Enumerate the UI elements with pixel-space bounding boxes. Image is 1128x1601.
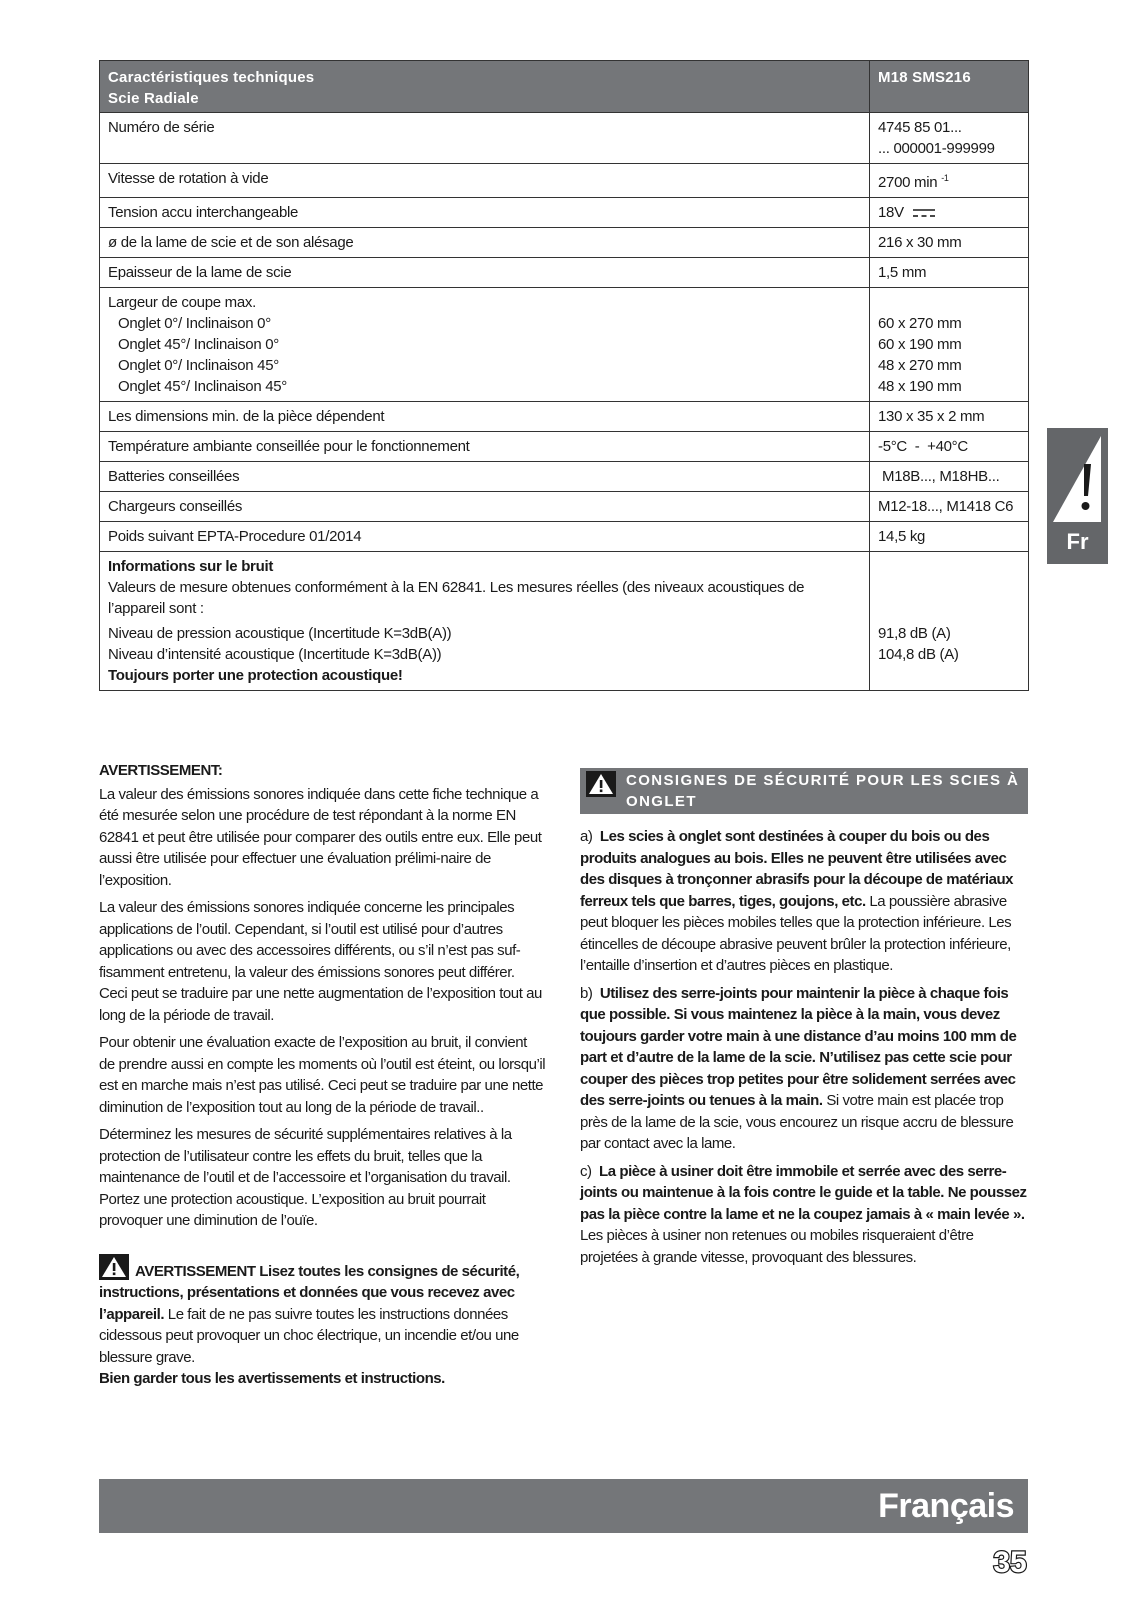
- spec-label: Les dimensions min. de la pièce dépendent: [100, 402, 870, 432]
- item-rest: Les pièces à usiner non retenues ou mobiles risqueraient d’être projetées à grande vitesse, provoquant des blessures.: [580, 1227, 974, 1266]
- header-title-cell: [100, 61, 870, 113]
- spec-value: [870, 164, 1029, 198]
- paragraph: Déterminez les mesures de sécurité supplémentaires relatives à la protection de l’utilisateur contre les effets du bruit, telles que la maintenance de l’outil et de l’accessoire et l’organisation du travail. Portez une protection acoustique. L’exposition au bruit pourrait provoquer une diminution de l’ouïe.: [99, 1126, 512, 1229]
- item-letter: c): [580, 1162, 592, 1180]
- keep-instructions: Bien garder tous les avertissements et instructions.: [99, 1370, 445, 1387]
- cut-row-value: 60 x 270 mm: [878, 315, 962, 332]
- language-side-tab: [1047, 428, 1108, 564]
- table-row: [100, 198, 1029, 228]
- voltage-value: 18V: [878, 204, 904, 221]
- paragraph: La valeur des émissions sonores indiquée concerne les principales applications de l’outil. Cependant, si l’outil est utilisé pour d’autres applications ou avec des accessoires différents, ou s’il n’est pas suf-fisamment entretenu, la valeur des émissions sonores peut différer. Ceci peut se traduire par une nette augmentation de l’exposition tout au long de la période de travail.: [99, 899, 542, 1024]
- noise-title: Informations sur le bruit: [108, 558, 274, 575]
- warning-icon: [99, 1254, 129, 1280]
- spec-value: M12-18..., M1418 C6: [870, 492, 1029, 522]
- serial-value-2: ... 000001-999999: [878, 140, 995, 157]
- consignes-header: [580, 768, 1028, 814]
- safety-item: [580, 826, 1028, 977]
- spec-label: Tension accu interchangeable: [100, 198, 870, 228]
- warning-icon: [586, 771, 616, 797]
- table-row: [100, 522, 1029, 552]
- table-row: [100, 402, 1029, 432]
- table-row: [100, 492, 1029, 522]
- protection-text: Toujours porter une protection acoustique!: [108, 667, 403, 684]
- spec-value: 14,5 kg: [870, 522, 1029, 552]
- spec-label: Vitesse de rotation à vide: [100, 164, 870, 198]
- table-row: [100, 228, 1029, 258]
- item-rest: La poussière abrasive peut bloquer les pièces mobiles telles que la protection inférieure. Les étincelles de découpe abrasive peuvent brûler la protection inférieure, l’entaille d’insertion et d’autres pièces en plastique.: [580, 892, 1012, 974]
- language-code: Fr: [1066, 529, 1089, 554]
- cut-row-value: 60 x 190 mm: [878, 336, 962, 353]
- table-header-row: [100, 61, 1029, 113]
- spec-value: [870, 198, 1029, 228]
- table-row: [100, 462, 1029, 492]
- cut-row-value: 48 x 270 mm: [878, 357, 962, 374]
- warning-rest-text: Le fait de ne pas suivre toutes les instructions données cidessous peut provoquer un choc électrique, un incendie et/ou une blessure grave.: [99, 1305, 519, 1366]
- avertissement-heading: AVERTISSEMENT:: [99, 762, 223, 779]
- spec-value: 130 x 35 x 2 mm: [870, 402, 1029, 432]
- cut-row-label: Onglet 0°/ Inclinaison 0°: [118, 315, 271, 332]
- paragraph: Pour obtenir une évaluation exacte de l’exposition au bruit, il convient de prendre aussi en compte les moments où l’outil est éteint, ou lorsqu’il est en marche mais n’est pas utilisé. Ceci peut se traduire par une nette diminution de l’exposition tout au long de la période de travail..: [99, 1034, 546, 1116]
- warning-bold-text: AVERTISSEMENT Lisez toutes les consignes de sécurité, instructions, présentations et données que vous recevez avec l’appareil.: [99, 1262, 520, 1323]
- table-row: [100, 552, 1029, 691]
- spec-value: 1,5 mm: [870, 258, 1029, 288]
- intensity-value: 104,8 dB (A): [878, 646, 959, 663]
- pressure-label: Niveau de pression acoustique (Incertitude K=3dB(A)): [108, 625, 452, 642]
- noise-values-cell: [870, 552, 1029, 691]
- cut-row-label: Onglet 45°/ Inclinaison 45°: [118, 378, 288, 395]
- paragraph: La valeur des émissions sonores indiquée dans cette fiche technique a été mesurée selon une procédure de test répondant à la norme EN 62841 et peut être utilisée pour comparer des outils entre eux. Elle peut aussi être utilisée pour effectuer une évaluation prélimi-naire de l’exposition.: [99, 785, 542, 889]
- page-number-text: 35: [993, 1546, 1027, 1578]
- table-row: [100, 432, 1029, 462]
- right-column: [580, 768, 1028, 1274]
- cut-row-label: Onglet 0°/ Inclinaison 45°: [118, 357, 279, 374]
- page-number: [988, 1546, 1032, 1578]
- item-bold: Utilisez des serre-joints pour maintenir la pièce à chaque fois que possible. Si vous maintenez la pièce à la main, vous devez toujours garder votre main à une distance d’au moins 100 mm de part et d’autre de la lame de la scie. N’utilisez pas cette scie pour couper des pièces trop petites pour être solidement serrées avec des serre-joints ou tenues à la main.: [580, 984, 1017, 1109]
- spec-value: -5°C - +40°C: [870, 432, 1029, 462]
- safety-item: [580, 983, 1028, 1155]
- spec-label: Numéro de série: [100, 113, 870, 164]
- safety-item: [580, 1161, 1028, 1269]
- spec-value: M18B..., M18HB...: [870, 462, 1029, 492]
- item-letter: b): [580, 984, 593, 1002]
- table-row: [100, 164, 1029, 198]
- spec-value: [870, 288, 1029, 402]
- spec-label: Poids suivant EPTA-Procedure 01/2014: [100, 522, 870, 552]
- speed-exponent: -1: [941, 173, 949, 183]
- item-bold: Les scies à onglet sont destinées à couper du bois ou des produits analogues au bois. Elles ne peuvent être utilisées avec des disques à tronçonner abrasifs pour la découpe de matériaux ferreux tels que barres, tiges, goujons, etc.: [580, 828, 1014, 910]
- spec-label: Chargeurs conseillés: [100, 492, 870, 522]
- cut-row-label: Onglet 45°/ Inclinaison 0°: [118, 336, 279, 353]
- warning-paragraph: [99, 1254, 546, 1369]
- footer-language-bar: [99, 1479, 1028, 1533]
- table-row: [100, 288, 1029, 402]
- consignes-title: CONSIGNES DE SÉCURITÉ POUR LES SCIES À ONGLET: [626, 772, 1020, 810]
- item-rest: Si votre main est placée trop près de la lame de la scie, vous encourez un risque accru de blessure par contact avec la lame.: [580, 1092, 1014, 1152]
- header-title: Caractéristiques techniques: [108, 69, 315, 86]
- spec-value: 216 x 30 mm: [870, 228, 1029, 258]
- noise-text: Valeurs de mesure obtenues conformément à la EN 62841. Les mesures réelles (des niveaux acoustiques de l’appareil sont :: [108, 579, 805, 617]
- spec-label: Epaisseur de la lame de scie: [100, 258, 870, 288]
- item-letter: a): [580, 828, 593, 845]
- speed-value: 2700 min: [878, 174, 938, 191]
- pressure-value: 91,8 dB (A): [878, 625, 951, 642]
- warning-triangle-icon: [1051, 434, 1105, 524]
- cut-row-value: 48 x 190 mm: [878, 378, 962, 395]
- spec-label: Température ambiante conseillée pour le fonctionnement: [100, 432, 870, 462]
- left-column: [99, 760, 546, 1396]
- intensity-label: Niveau d’intensité acoustique (Incertitude K=3dB(A)): [108, 646, 442, 663]
- item-bold: La pièce à usiner doit être immobile et serrée avec des serre-joints ou maintenue à la fois contre le guide et la table. Ne poussez pas la pièce contre la lame et ne la coupez jamais à « main levée ».: [580, 1162, 1027, 1223]
- table-row: [100, 258, 1029, 288]
- cut-width-label: Largeur de coupe max.: [108, 294, 256, 311]
- spec-label: [100, 288, 870, 402]
- noise-info-cell: [100, 552, 870, 691]
- spec-value: [870, 113, 1029, 164]
- spec-label: ø de la lame de scie et de son alésage: [100, 228, 870, 258]
- dc-current-icon: [912, 207, 936, 219]
- spec-table: [99, 60, 1029, 691]
- serial-value-1: 4745 85 01...: [878, 119, 962, 136]
- spec-label: Batteries conseillées: [100, 462, 870, 492]
- header-subtitle: Scie Radiale: [108, 90, 199, 107]
- header-model: M18 SMS216: [870, 61, 1029, 113]
- footer-language: Français: [878, 1487, 1014, 1525]
- table-row: [100, 113, 1029, 164]
